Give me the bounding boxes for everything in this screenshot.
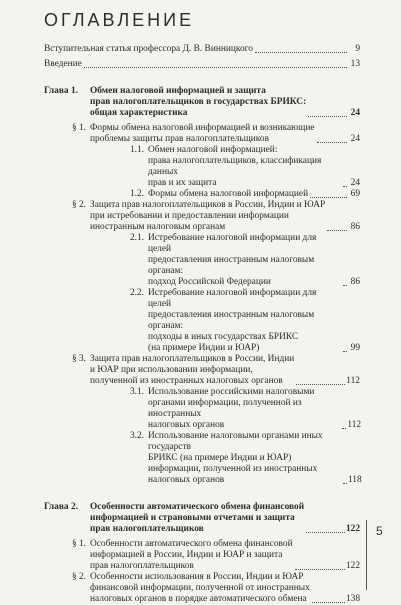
toc-section-2-1[interactable] (44, 539, 360, 572)
toc-section-1-3[interactable] (44, 354, 360, 387)
toc-entry-page: 9 (355, 44, 360, 54)
toc-entry-introduction[interactable] (44, 59, 360, 70)
dot-leader (317, 142, 347, 143)
toc-subsection-1-2[interactable] (44, 189, 360, 200)
toc-entry-page: 13 (350, 59, 360, 69)
dot-leader (306, 532, 345, 533)
dot-leader (295, 569, 345, 570)
dot-leader (312, 602, 345, 603)
dot-leader (296, 384, 345, 385)
chapter-number: Глава 1. (44, 86, 78, 96)
subsection-page: 86 (350, 277, 360, 287)
table-of-contents (44, 44, 360, 605)
subsection-number: 3.2. (129, 431, 144, 441)
toc-subsection-3-1[interactable] (44, 387, 360, 431)
section-number: § 2. (71, 572, 86, 582)
toc-section-2-2[interactable] (44, 572, 360, 605)
section-title: Особенности автоматического обмена финансовой информацией в России, Индии и ЮАР и защита прав налогоплательщиков (90, 539, 293, 571)
chapter-title: Обмен налоговой информацией и защита прав налогоплательщиков в государствах БРИКС: общая характеристика (90, 86, 307, 118)
toc-subsection-2-1[interactable] (44, 233, 360, 288)
section-title: Защита прав налогоплательщиков в России, Индии и ЮАР при истребовании и предоставлении информации иностранным налоговым органам (90, 200, 326, 232)
subsection-page: 112 (347, 420, 362, 430)
subsection-title: Формы обмена налоговой информацией (148, 189, 309, 199)
toc-entry-text: Введение (44, 59, 82, 69)
toc-subsection-2-2[interactable] (44, 288, 360, 354)
subsection-number: 1.2. (129, 189, 144, 199)
section-page: 112 (346, 376, 360, 386)
toc-subsection-1-1[interactable] (44, 145, 360, 189)
toc-entry-foreword[interactable] (44, 44, 360, 55)
chapter-page: 122 (345, 524, 360, 534)
section-page: 138 (345, 594, 360, 604)
toc-section-1-2[interactable] (44, 200, 360, 233)
dot-leader (343, 483, 347, 484)
page-number: 5 (376, 524, 383, 538)
section-number: § 3. (71, 354, 86, 364)
dot-leader (84, 67, 347, 68)
toc-heading: ОГЛАВЛЕНИЕ (44, 10, 195, 30)
subsection-number: 2.2. (129, 288, 144, 298)
subsection-number: 3.1. (129, 387, 144, 397)
toc-section-1-1[interactable] (44, 123, 360, 145)
subsection-page: 24 (350, 178, 360, 188)
dot-leader (327, 230, 347, 231)
dot-leader (310, 197, 347, 198)
section-page: 24 (350, 134, 360, 144)
section-number: § 1. (71, 539, 86, 549)
dot-leader (308, 116, 347, 117)
toc-subsection-3-2[interactable] (44, 431, 360, 486)
chapter-title: Особенности автоматического обмена финансовой информацией и страновыми отчетами и защита прав налогоплательщиков (90, 502, 305, 534)
section-title: Особенности использования в России, Индии и ЮАР финансовой информации, полученной от иностранных налоговых органов в порядке автоматического обмена (90, 572, 310, 604)
subsection-title: Истребование налоговой информации для целей предоставления иностранным налоговым органам: подход Российской Федерации (148, 233, 317, 287)
subsection-page: 69 (350, 189, 360, 199)
toc-chapter-2[interactable] (44, 502, 360, 535)
subsection-page: 118 (347, 475, 362, 485)
subsection-page: 99 (350, 343, 360, 353)
toc-chapter-1[interactable] (44, 86, 360, 119)
section-number: § 1. (71, 123, 86, 133)
section-page: 122 (345, 561, 360, 571)
subsection-number: 2.1. (129, 233, 144, 243)
subsection-title: Истребование налоговой информации для целей предоставления иностранным налоговым органам: подходы в иных государствах БРИКС (на примере Индии и ЮАР) (148, 288, 317, 353)
toc-entry-text: Вступительная статья профессора Д. В. Винницкого (44, 44, 253, 54)
subsection-number: 1.1. (129, 145, 144, 155)
chapter-page: 24 (350, 108, 360, 118)
subsection-title: Использование российскими налоговыми органами информации, полученной из иностранных налоговых органов (148, 387, 315, 430)
subsection-title: Обмен налоговой информацией: права налогоплательщиков, классификация данных прав и их защита (148, 145, 322, 188)
dot-leader (343, 186, 347, 187)
page-number-rule (366, 520, 367, 590)
dot-leader (255, 52, 347, 53)
dot-leader (343, 351, 347, 352)
chapter-number: Глава 2. (44, 502, 78, 512)
section-title: Защита прав налогоплательщиков в России, Индии и ЮАР при использовании информации, полученной из иностранных налоговых органов (90, 354, 295, 386)
section-title: Формы обмена налоговой информацией и возникающие проблемы защиты прав налогоплательщиков (90, 123, 315, 144)
dot-leader (343, 285, 347, 286)
section-page: 86 (350, 222, 360, 232)
dot-leader (342, 428, 346, 429)
section-number: § 2. (71, 200, 86, 210)
subsection-title: Использование налоговыми органами иных государств БРИКС (на примере Индии и ЮАР) информации, полученной из иностранных налоговых органов (148, 431, 323, 485)
